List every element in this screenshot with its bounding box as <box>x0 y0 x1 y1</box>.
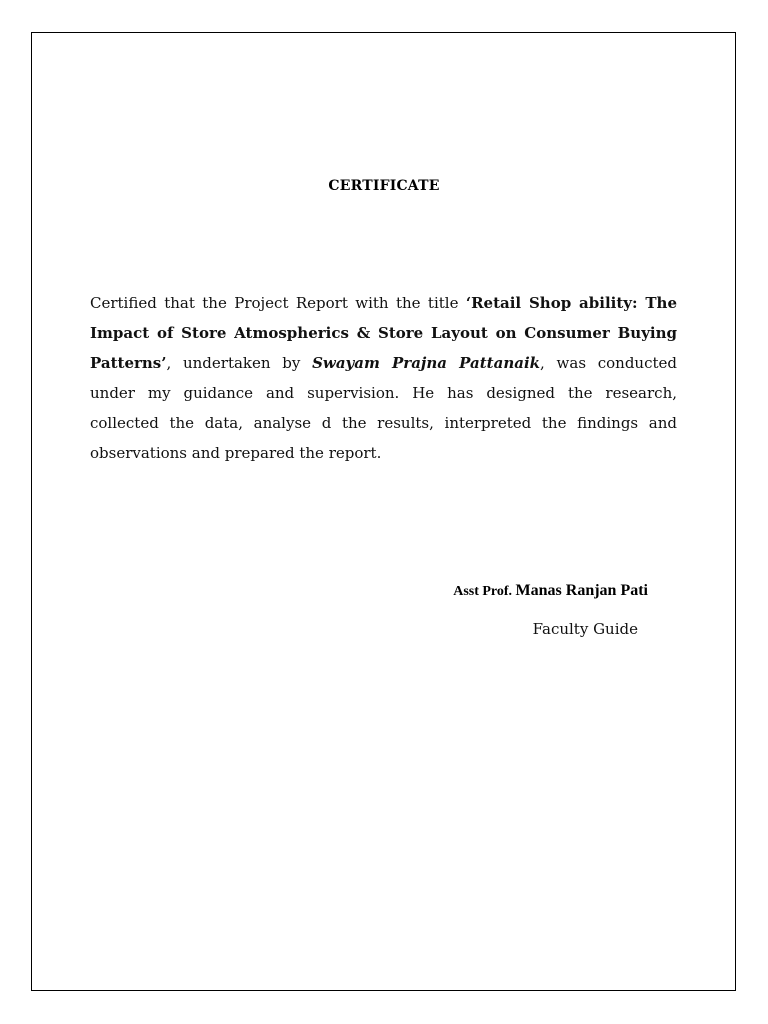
signatory-name: Manas Ranjan Pati <box>515 582 648 599</box>
certificate-title: CERTIFICATE <box>328 178 440 194</box>
body-intro: Certified that the Project Report with the title <box>90 294 466 312</box>
signatory-prefix: Asst Prof. <box>453 584 516 599</box>
signatory-role: Faculty Guide <box>532 620 638 638</box>
page-border <box>31 32 736 991</box>
project-title: ‘Retail Shop ability: The Impact of Store Atmospherics & Store Layout on Consumer Buying Patterns’ <box>90 294 677 372</box>
body-undertaken-by: , undertaken by <box>166 354 313 372</box>
certificate-body <box>90 288 677 468</box>
student-name: Swayam Prajna Pattanaik <box>312 354 541 372</box>
body-rest: , was conducted under my guidance and supervision. He has designed the research, collected the data, analyse d the results, interpreted the findings and observations and prepared the report. <box>90 354 678 462</box>
signatory <box>453 582 648 600</box>
